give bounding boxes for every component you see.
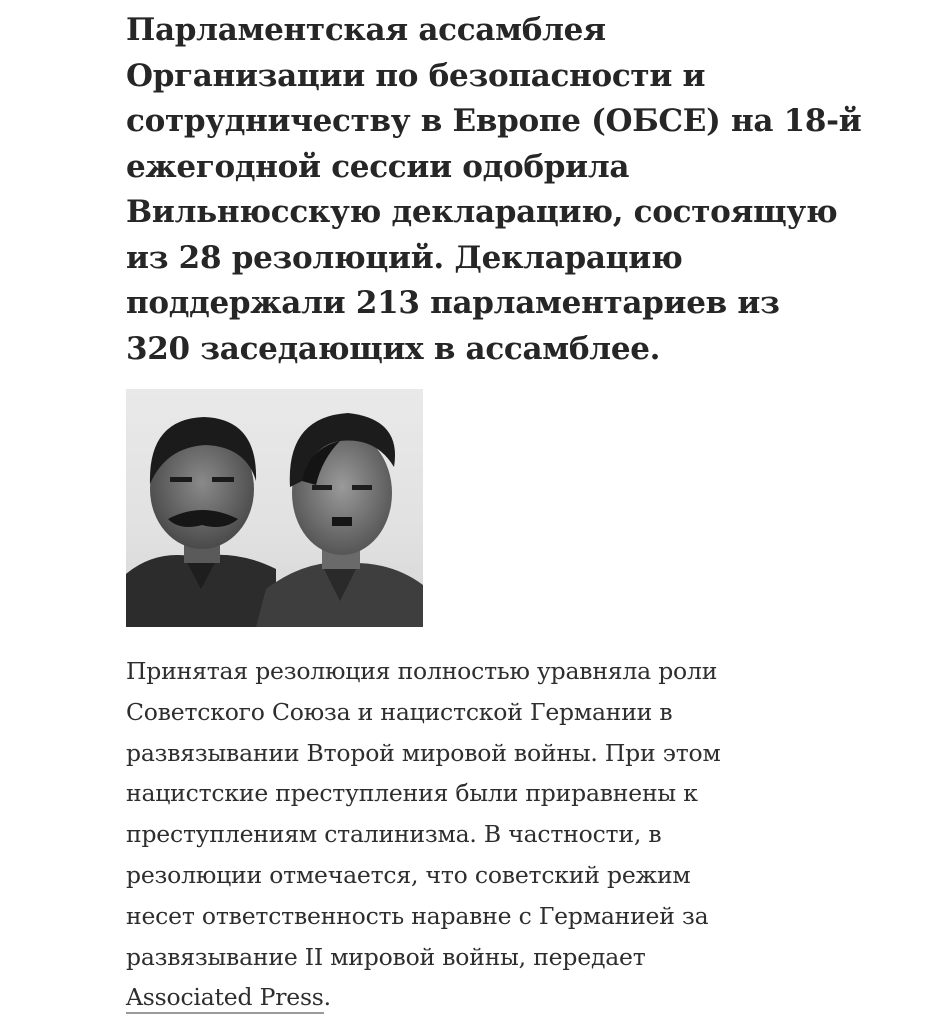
body-line: развязывание II мировой войны, передает [126, 942, 646, 971]
body-line: развязывании Второй мировой войны. При этом [126, 738, 721, 767]
body-line: Принятая резолюция полностью уравняла роли [126, 657, 718, 685]
body-line: преступлениям сталинизма. В частности, в [126, 820, 662, 849]
headline-line: 320 заседающих в ассамблее. [126, 330, 661, 367]
headline-line: поддержали 213 парламентариев из [126, 285, 780, 321]
headline-line: Организации по безопасности и [126, 57, 706, 94]
body-line: резолюции отмечается, что советский режим [126, 860, 691, 889]
source-link[interactable]: Associated Press [126, 983, 324, 1014]
body-line: нацистские преступления были приравнены к [126, 779, 698, 808]
article-body [126, 651, 826, 1018]
portrait-photo-graphic [126, 389, 423, 627]
headline-line: сотрудничеству в Европе (ОБСЕ) на 18-й [126, 103, 862, 139]
headline [126, 8, 862, 372]
body-line: несет ответственность наравне с Германией за [126, 901, 709, 930]
headline-line: ежегодной сессии одобрила [126, 148, 630, 185]
body-last-line [126, 977, 826, 1018]
body-line: Советского Союза и нацистской Германии в [126, 697, 673, 726]
headline-line: Вильнюсскую декларацию, состоящую [126, 194, 838, 230]
headline-line: из 28 резолюций. Декларацию [126, 239, 683, 276]
portrait-photo [126, 389, 423, 627]
source-suffix: . [323, 983, 331, 1012]
headline-line: Парламентская ассамблея [126, 12, 606, 48]
